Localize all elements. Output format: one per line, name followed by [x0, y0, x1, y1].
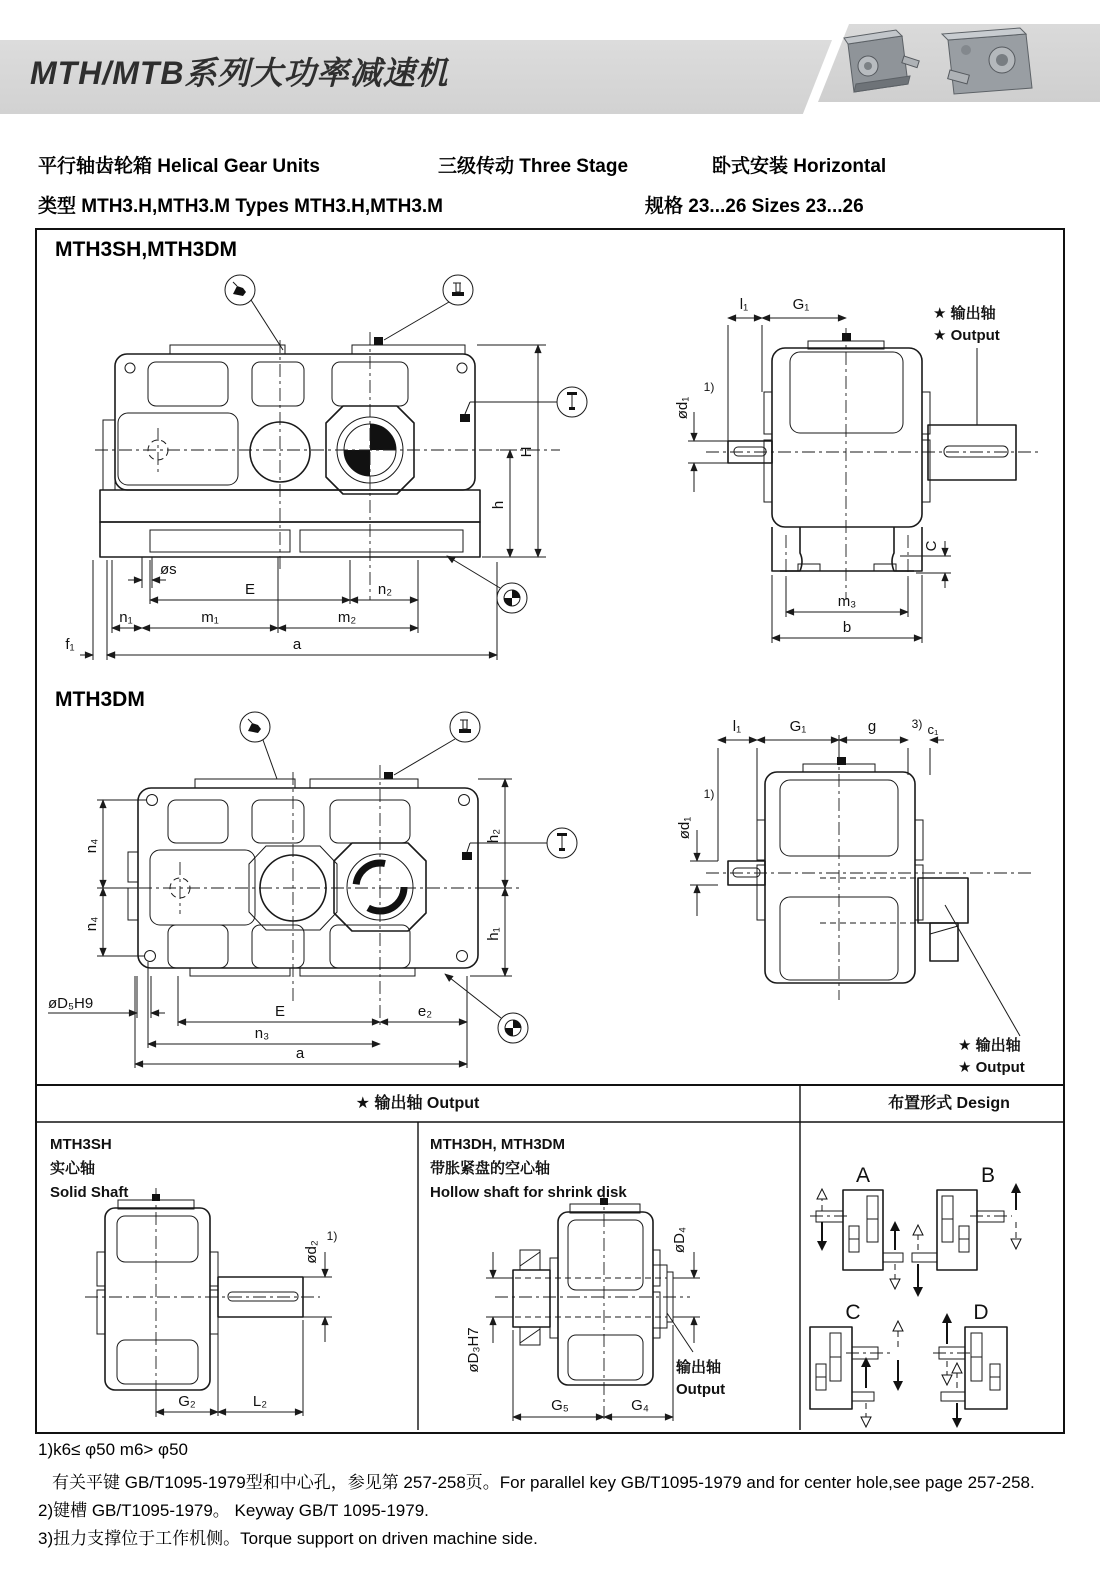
- view-c-label: MTH3DM: [55, 688, 145, 711]
- solid-shaft-drawing: [85, 1188, 337, 1420]
- dim-label-g: g: [867, 718, 877, 735]
- footnote-ref-1: 1): [326, 1229, 338, 1243]
- hollow-shaft-cell-title: [430, 1133, 627, 1205]
- intro-sizes: 规格 23...26 Sizes 23...26: [645, 196, 864, 217]
- design-variant-b: [912, 1164, 1021, 1297]
- technical-drawings: [35, 228, 1063, 1432]
- intro-types: 类型 MTH3.H,MTH3.M Types MTH3.H,MTH3.M: [38, 196, 443, 217]
- view-a-side-view: [65, 275, 587, 660]
- dim-label-a: a: [295, 1045, 305, 1062]
- dim-label-D3H7: øD₃H7: [465, 1327, 482, 1373]
- design-letter-a: A: [855, 1164, 871, 1187]
- view-d-end-view: [676, 717, 1035, 1076]
- dim-label-H: H: [518, 446, 535, 458]
- product-photo-left: [844, 30, 919, 92]
- oil-level-icon: [460, 387, 587, 422]
- output-label-en: ★ Output: [958, 1059, 1025, 1076]
- dim-label-c1: c₁: [927, 722, 939, 737]
- footnote-3: 3)扭力支撑位于工作机侧。Torque support on driven machine side.: [38, 1529, 538, 1548]
- dim-label-m1: m₁: [201, 609, 219, 626]
- oil-drain-icon: [445, 974, 528, 1043]
- hollow-shaft-cn: 带胀紧盘的空心轴: [430, 1160, 551, 1177]
- product-photo-right: [942, 28, 1032, 94]
- breather-icon: [394, 712, 480, 775]
- dim-label-b: b: [842, 619, 852, 636]
- table-header-design: 布置形式 Design: [888, 1095, 1010, 1112]
- shaft-center-mark: [370, 424, 396, 450]
- dim-label-d2: ød₂: [303, 1240, 320, 1264]
- view-a-dimensions: [80, 345, 546, 660]
- solid-shaft-cell-title: [50, 1133, 128, 1205]
- dim-label-h1: h₁: [485, 927, 502, 941]
- view-b-end-view: [674, 296, 1038, 643]
- footnote-1b: 有关平键 GB/T1095-1979型和中心孔，参见第 257-258页。For parallel key GB/T1095-1979 and for center hole,see page 257-258.: [52, 1473, 1035, 1492]
- output-shaft-hollow: [918, 878, 968, 923]
- dim-label-n1: n₁: [119, 609, 133, 626]
- intro-mounting: 卧式安装 Horizontal: [712, 156, 887, 177]
- hollow-shaft-dimensions: [486, 1252, 700, 1421]
- dim-label-n3: n₃: [254, 1025, 270, 1042]
- output-label-cn: ★ 输出轴: [958, 1037, 1021, 1054]
- dim-label-G2: G₂: [178, 1393, 196, 1410]
- product-photos: [830, 26, 1090, 104]
- oil-level-icon: [462, 828, 577, 860]
- dim-label-G1: G₁: [792, 296, 810, 313]
- intro-stage: 三级传动 Three Stage: [438, 156, 629, 177]
- breather-nub: [374, 337, 383, 345]
- dim-label-n4-bottom: n₄: [83, 916, 100, 932]
- intro-type-cn: 平行轴齿轮箱 Helical Gear Units: [38, 156, 320, 177]
- dim-label-l1: l₁: [732, 718, 742, 735]
- hollow-shaft-drawing: [465, 1190, 725, 1421]
- dim-label-D5H9: øD₅H9: [48, 995, 94, 1012]
- hollow-shaft-en: Hollow shaft for shrink disk: [430, 1184, 627, 1201]
- output-shaft: [928, 425, 1016, 480]
- dim-label-d1: ød₁: [674, 396, 691, 420]
- dim-label-D4: øD₄: [671, 1226, 688, 1254]
- oil-drain-icon: [447, 556, 527, 613]
- oil-fill-icon: [225, 275, 283, 350]
- output-label-cn: 输出轴: [676, 1359, 722, 1376]
- oil-fill-icon: [240, 712, 277, 779]
- design-letter-b: B: [980, 1164, 996, 1187]
- dim-label-m2: m₂: [337, 609, 357, 626]
- dim-label-n4-top: n₄: [83, 838, 100, 854]
- footnote-ref-1: 1): [703, 787, 715, 801]
- dim-label-C: C: [923, 540, 940, 552]
- hollow-shaft-type: MTH3DH, MTH3DM: [430, 1136, 565, 1153]
- shrink-disk: [513, 1250, 558, 1345]
- dim-label-G4: G₄: [631, 1397, 649, 1414]
- dim-label-n2: n₂: [377, 581, 393, 598]
- solid-shaft-type: MTH3SH: [50, 1136, 112, 1153]
- view-c-top-view: [48, 712, 577, 1068]
- table-header-output: ★ 输出轴 Output: [355, 1095, 480, 1112]
- page-title: MTH/MTB系列大功率减速机: [30, 55, 449, 91]
- dim-label-a: a: [292, 636, 302, 653]
- dim-label-f1: f₁: [65, 636, 75, 653]
- output-label-en: ★ Output: [933, 327, 1000, 344]
- dim-label-h2: h₂: [485, 828, 502, 844]
- dim-label-E: E: [244, 581, 256, 598]
- dim-label-G1: G₁: [789, 718, 807, 735]
- dim-label-E: E: [274, 1003, 286, 1020]
- solid-shaft-cn: 实心轴: [50, 1160, 96, 1177]
- design-variant-c: [810, 1301, 903, 1427]
- dim-label-G5: G₅: [551, 1397, 569, 1414]
- view-c-dimensions: [48, 779, 512, 1068]
- design-variant-d: [933, 1301, 1007, 1428]
- design-letter-c: C: [845, 1301, 861, 1324]
- dim-label-m3: m₃: [837, 593, 857, 610]
- footnote-1: 1)k6≤ φ50 m6> φ50: [38, 1440, 188, 1459]
- footnote-2: 2)键槽 GB/T1095-1979。 Keyway GB/T 1095-1979.: [38, 1501, 429, 1520]
- dim-label-d1: ød₁: [676, 816, 693, 840]
- dim-label-os: øs: [160, 561, 177, 578]
- breather-icon: [384, 275, 473, 340]
- view-a-label: MTH3SH,MTH3DM: [55, 238, 237, 261]
- dim-label-L2: L₂: [252, 1393, 268, 1410]
- design-variant-a: [810, 1164, 903, 1289]
- design-letter-d: D: [973, 1301, 989, 1324]
- view-b-dimensions: [688, 318, 951, 643]
- solid-shaft-en: Solid Shaft: [50, 1184, 129, 1201]
- dim-label-h: h: [490, 500, 507, 510]
- footnote-ref-3: 3): [911, 717, 923, 731]
- output-label-cn: ★ 输出轴: [933, 305, 996, 322]
- shrink-disk: [930, 923, 958, 961]
- dim-label-l1: l₁: [739, 296, 749, 313]
- output-label-en: Output: [676, 1381, 726, 1398]
- dim-label-e2: e₂: [417, 1003, 433, 1020]
- footnote-ref-1: 1): [703, 380, 715, 394]
